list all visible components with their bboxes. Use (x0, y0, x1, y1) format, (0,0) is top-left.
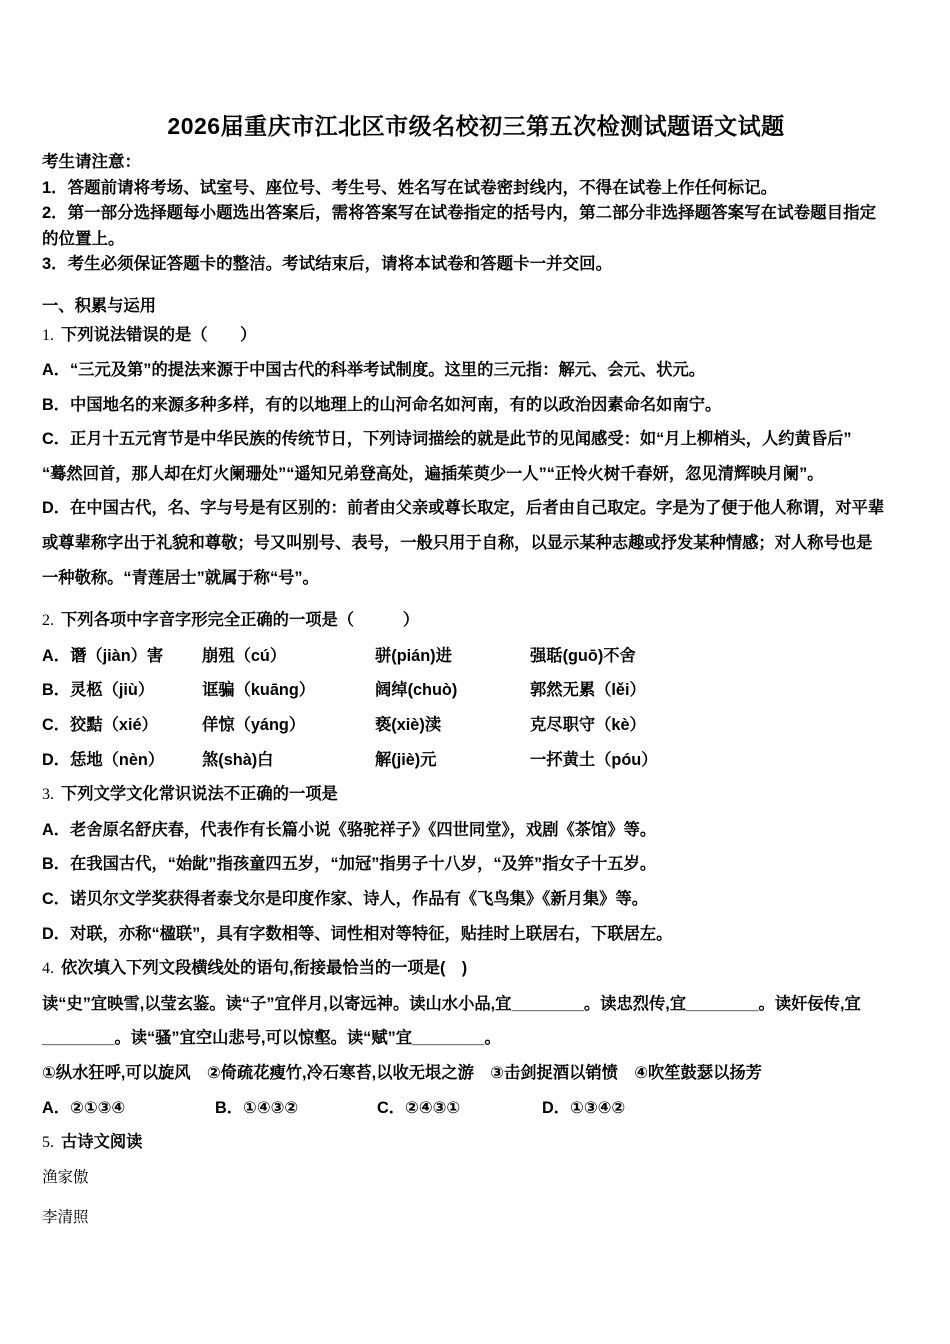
question-2-text: 下列各项中字音字形完全正确的一项是（ ） (61, 611, 420, 630)
poem-author: 李清照 (42, 1209, 89, 1227)
question-1-stem (42, 318, 910, 354)
question-2-option-b (42, 673, 910, 708)
question-3-number: 3. (42, 786, 54, 804)
option-cell: 解(jiè)元 (375, 750, 437, 769)
notice-section (42, 150, 910, 278)
question-4-passage-line2: ________。读“骚”宜空山悲号,可以惊壑。读“赋”宜________。 (42, 1029, 501, 1048)
option-d: D．①③④② (542, 1098, 626, 1117)
question-1-text: 下列说法错误的是（ ） (61, 325, 257, 344)
question-4-items: ①纵水狂呼,可以旋风 ②倚疏花瘦竹,冷石寒苔,以收无垠之游 ③击剑捉酒以销愤 ④吹笙鼓瑟以扬芳 (42, 1063, 762, 1082)
notice-line: 2．第一部分选择题每小题选出答案后，需将答案写在试卷指定的括号内，第二部分非选择题答案写在试卷题目指定 (42, 204, 877, 222)
question-2-option-d (42, 743, 910, 778)
question-4-options (42, 1091, 910, 1126)
question-1-option-b: B．中国地名的来源多种多样，有的以地理上的山河命名如河南，有的以政治因素命名如南宁。 (42, 395, 722, 414)
option-cell: 克尽职守（kè） (530, 716, 646, 735)
question-5-text: 古诗文阅读 (61, 1133, 143, 1152)
question-1-option-a: A．“三元及第”的提法来源于中国古代的科举考试制度。这里的三元指：解元、会元、状元。 (42, 361, 706, 380)
option-a: A．②①③④ (42, 1098, 126, 1117)
option-cell: 强聒(guō)不舍 (530, 646, 636, 665)
option-cell: 郭然无累（lěi） (530, 681, 646, 700)
option-c: C．②④③① (377, 1098, 461, 1117)
question-3-option-c: C．诺贝尔文学奖获得者泰戈尔是印度作家、诗人，作品有《飞鸟集》《新月集》等。 (42, 890, 649, 908)
question-4-number: 4. (42, 960, 54, 978)
question-4-passage-line1: 读“史”宜映雪,以莹玄鉴。读“子”宜伴月,以寄远神。读山水小品,宜________。读忠烈传,宜________。读奸佞传,宜 (42, 994, 861, 1013)
option-cell: C．狡黠（xié） (42, 716, 158, 735)
question-1-option-d: D．在中国古代，名、字与号是有区别的：前者由父亲或尊长取定，后者由自己取定。字是为了便于他人称谓，对平辈 (42, 499, 885, 518)
option-cell: 煞(shà)白 (202, 750, 274, 769)
option-cell: B．灵柩（jiù） (42, 681, 155, 700)
question-1-option-d-cont2: 一种敬称。“青莲居士”就属于称“号”。 (42, 568, 319, 587)
option-cell: 骈(pián)进 (375, 646, 452, 665)
question-1-option-d-cont: 或尊辈称字出于礼貌和尊敬；号又叫别号、表号，一般只用于自称，以显示某种志趣或抒发某种情感；对人称号也是 (42, 534, 873, 553)
notice-heading: 考生请注意： (42, 153, 141, 171)
notice-line: 3．考生必须保证答题卡的整洁。考试结束后，请将本试卷和答题卡一并交回。 (42, 255, 613, 273)
question-5-number: 5. (42, 1134, 54, 1152)
question-2-stem (42, 603, 910, 639)
question-4-stem (42, 951, 910, 987)
poem-title: 渔家傲 (42, 1168, 89, 1186)
question-2-option-a (42, 639, 910, 674)
question-2-number: 2. (42, 612, 54, 630)
option-cell: D．恁地（nèn） (42, 750, 165, 769)
option-cell: 诓骗（kuāng） (202, 681, 316, 700)
option-cell: 佯惊（yáng） (202, 716, 306, 735)
question-2-option-c (42, 708, 910, 743)
question-1-option-c: C．正月十五元宵节是中华民族的传统节日，下列诗词描绘的就是此节的见闻感受：如“月上柳梢头，人约黄昏后” (42, 430, 852, 449)
question-3-text: 下列文学文化常识说法不正确的一项是 (61, 785, 338, 804)
question-5-stem (42, 1125, 910, 1161)
option-b: B．①④③② (215, 1098, 299, 1117)
page-title: 2026届重庆市江北区市级名校初三第五次检测试题语文试题 (167, 113, 785, 139)
question-body (42, 294, 910, 1236)
question-3-option-b: B．在我国古代，“始龀”指孩童四五岁，“加冠”指男子十八岁，“及笄”指女子十五岁。 (42, 855, 657, 874)
option-cell: 亵(xiè)渎 (375, 716, 442, 735)
option-cell: 一抔黄土（póu） (530, 750, 658, 769)
notice-line: 的位置上。 (42, 229, 125, 248)
option-cell: 崩殂（cú） (202, 646, 287, 665)
question-1-number: 1. (42, 326, 54, 344)
question-3-option-d: D．对联，亦称“楹联”，具有字数相等、词性相对等特征，贴挂时上联居右，下联居左。 (42, 924, 673, 943)
notice-line: 1．答题前请将考场、试室号、座位号、考生号、姓名写在试卷密封线内，不得在试卷上作任何标记。 (42, 178, 778, 197)
question-4-text: 依次填入下列文段横线处的语句,衔接最恰当的一项是( ) (61, 959, 468, 978)
question-3-stem (42, 777, 910, 813)
question-3-option-a: A．老舍原名舒庆春，代表作有长篇小说《骆驼祥子》《四世同堂》，戏剧《茶馆》等。 (42, 820, 657, 839)
question-1-option-c-cont: “蓦然回首，那人却在灯火阑珊处”“遥知兄弟登高处，遍插茱萸少一人”“正怜火树千春妍，忽见清辉映月阑”。 (42, 464, 824, 483)
option-cell: A．谮（jiàn）害 (42, 646, 164, 665)
option-cell: 阔绰(chuò) (375, 681, 458, 700)
section-heading: 一、积累与运用 (42, 296, 156, 315)
